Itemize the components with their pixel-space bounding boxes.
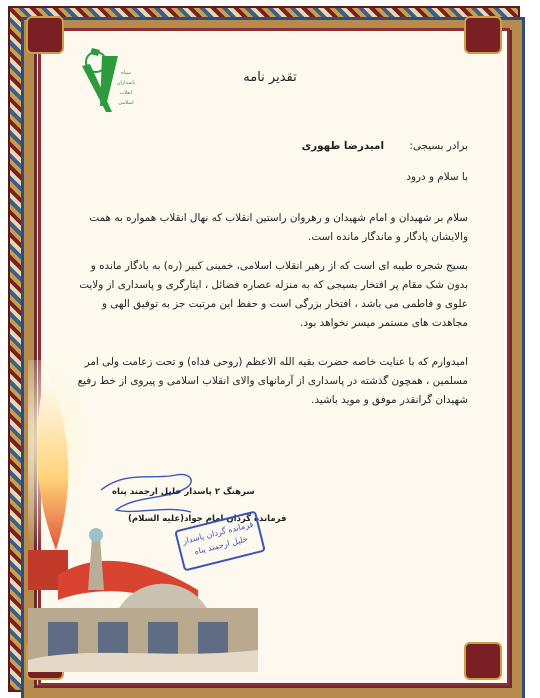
address-label: برادر بسیجی:: [409, 140, 468, 152]
paragraph-2: بسیج شجره طیبه ای است که از رهبر انقلاب اسلامی، خمینی کبیر (ره) به یادگار مانده و بدون شک مقام پر افتخار بسیجی که به منزله عصاره فضائل ، ایثارگری و پاسداری از ولایت علوی و فاطمی می باشد ، افتخار بزرگی است و حفظ این مرتبت جز به توفیق الهی و مجاهدت های مستمر میسر نخواهد بود.: [79, 260, 468, 329]
svg-text:سپاه: سپاه: [121, 70, 131, 76]
svg-text:اسلامی: اسلامی: [118, 100, 134, 106]
document-title: تقدیر نامه: [243, 70, 297, 85]
frame-corner-ornament: [464, 16, 502, 54]
sepah-emblem-icon: [76, 46, 146, 126]
stamp-text: فرمانده گردان پاسدار خلیل ارجمند پناه: [181, 519, 255, 557]
recipient-line: [302, 137, 468, 156]
greeting: با سلام و درود: [406, 171, 468, 183]
frame-corner-ornament: [464, 642, 502, 680]
paragraph-3: امیدوارم که با عنایت خاصه حضرت بقیه الله الاعظم (روحی فداه) و تحت زعامت ولی امر مسلمین ، همچون گذشته در پاسداری از آرمانهای والای انقلاب اسلامی و پیروی از خط رفیع شهیدان گرانقدر موفق و موید باشید.: [77, 356, 468, 406]
signatory-position: فرمانده گردان امام جواد(علیه السلام): [128, 514, 287, 524]
paragraph-1: سلام بر شهیدان و امام شهیدان و رهروان راستین انقلاب که نهال انقلاب همواره به همت والایشان پادگار و ماندگار مانده است.: [89, 212, 468, 243]
svg-text:پاسداران: پاسداران: [116, 80, 136, 86]
signatory-rank-name: سرهنگ ۲ پاسدار خلیل ارجمند پناه: [112, 487, 255, 497]
svg-text:انقلاب: انقلاب: [119, 90, 133, 96]
minaret: [88, 538, 104, 590]
recipient-name: امیدرضا طهوری: [301, 140, 385, 152]
frame-corner-ornament: [26, 16, 64, 54]
